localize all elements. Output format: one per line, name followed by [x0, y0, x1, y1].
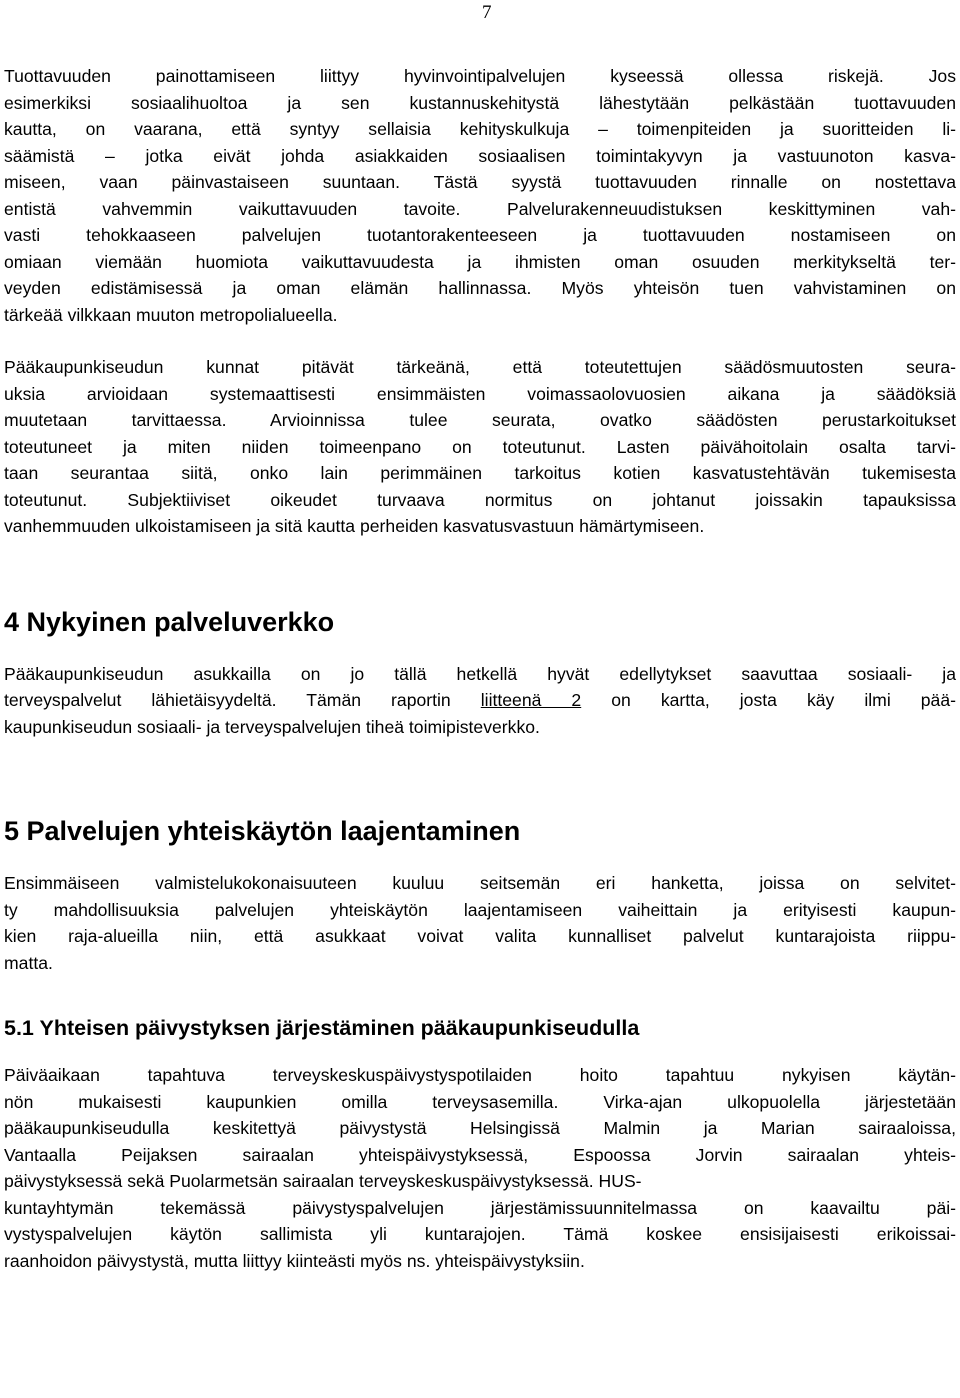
text-line: omiaan viemään huomiota vaikuttavuudesta ja ihmisten oman osuuden merkitykseltä ter- — [4, 251, 956, 272]
text-line: toteutunut. Subjektiiviset oikeudet turvaava normitus on johtanut joissakin tapauksissa — [4, 489, 956, 510]
paragraph-legislation-evaluation — [4, 354, 956, 540]
section-5-1-heading: 5.1 Yhteisen päivystyksen järjestäminen pääkaupunkiseudulla — [4, 1016, 640, 1040]
text-line-with-link — [4, 687, 956, 714]
text-line: vanhemmuuden ulkoistamiseen ja sitä kautta perheiden kasvatusvastuun hämärtymiseen. — [4, 516, 705, 536]
text-line: uksia arvioidaan systemaattisesti ensimmäisten voimassaolovuosien aikana ja säädöksiä — [4, 383, 956, 404]
section-5-heading: 5 Palvelujen yhteiskäytön laajentaminen — [4, 816, 521, 846]
paragraph-productivity-risks — [4, 63, 956, 328]
document-body — [4, 63, 956, 1274]
appendix-2-link[interactable]: liitteenä 2 — [480, 690, 582, 710]
text-line: taan seurantaa siitä, onko lain perimmäinen tarkoitus kotien kasvatustehtävän tukemisesta — [4, 463, 956, 483]
text-line: ty mahdollisuuksia palvelujen yhteiskäytön laajentamiseen vaiheittain ja erityisesti kaupun- — [4, 899, 956, 920]
section-4-heading: 4 Nykyinen palveluverkko — [4, 606, 335, 637]
text-line: miseen, vaan päinvastaiseen suuntaan. Tästä syystä tuottavuuden rinnalle on nostettava — [4, 172, 956, 192]
text-fragment: on kartta, josta käy ilmi pää- — [581, 690, 956, 710]
text-line: säämistä – jotka eivät johda asiakkaiden sosiaalisen toimintakyvyn ja vastuunoton kasva- — [4, 145, 956, 166]
text-line: vasti tehokkaaseen palvelujen tuotantorakenteeseen ja tuottavuuden nostamiseen on — [4, 225, 956, 245]
text-fragment: terveyspalvelut lähietäisyydeltä. Tämän raportin — [4, 690, 481, 710]
text-line: Pääkaupunkiseudun asukkailla on jo tällä hetkellä hyvät edellytykset saavuttaa sosiaali- ja — [4, 663, 956, 684]
text-line: Päiväaikaan tapahtuva terveyskeskuspäivystyspotilaiden hoito tapahtuu nykyisen käytän- — [4, 1065, 956, 1085]
text-line: päivystyksessä sekä Puolarmetsän sairaalan terveyskeskuspäivystyksessä. HUS- — [4, 1171, 642, 1191]
text-line: kien raja-alueilla niin, että asukkaat voivat valita kunnalliset palvelut kuntarajoista riippu- — [4, 926, 956, 946]
page-number: 7 — [482, 2, 492, 23]
text-line: Pääkaupunkiseudun kunnat pitävät tärkeänä, että toteutettujen säädösmuutosten seura- — [4, 357, 956, 377]
text-line: Vantaalla Peijaksen sairaalan yhteispäivystyksessä, Espoossa Jorvin sairaalan yhteis- — [4, 1144, 956, 1165]
text-line: entistä vahvemmin vaikuttavuuden tavoite. Palvelurakenneuudistuksen keskittyminen vah- — [4, 198, 956, 219]
paragraph-service-network — [4, 661, 956, 741]
text-line: matta. — [4, 952, 53, 973]
text-line: esimerkiksi sosiaalihuoltoa ja sen kustannuskehitystä lähestytään pelkästään tuottavuuden — [4, 92, 956, 113]
text-line: nön mukaisesti kaupunkien omilla terveysasemilla. Virka-ajan ulkopuolella järjestetään — [4, 1091, 956, 1112]
paragraph-emergency-care — [4, 1062, 956, 1274]
text-line: raanhoidon päivystystä, mutta liittyy kiinteästi myös ns. yhteispäivystyksiin. — [4, 1250, 585, 1271]
text-line: Tuottavuuden painottamiseen liittyy hyvinvointipalvelujen kyseessä ollessa riskejä. Jos — [4, 66, 956, 86]
text-line: kaupunkiseudun sosiaali- ja terveyspalvelujen tiheä toimipisteverkko. — [4, 716, 540, 737]
text-line: veyden edistämisessä ja oman elämän hallinnassa. Myös yhteisön tuen vahvistaminen on — [4, 278, 956, 298]
text-line: Ensimmäiseen valmistelukokonaisuuteen kuuluu seitsemän eri hanketta, joissa on selvitet- — [4, 873, 956, 893]
text-line: kuntayhtymän tekemässä päivystyspalvelujen järjestämissuunnitelmassa on kaavailtu päi- — [4, 1197, 956, 1218]
text-line: vystyspalvelujen käytön sallimista yli kuntarajojen. Tämä koskee ensisijaisesti erikoissai- — [4, 1224, 956, 1244]
text-line: muutetaan tarvittaessa. Arvioinnissa tulee seurata, ovatko säädösten perustarkoitukset — [4, 410, 956, 430]
text-line: pääkaupunkiseudulla keskitettyä päivystystä Helsingissä Malmin ja Marian sairaaloissa, — [4, 1118, 956, 1138]
text-line: toteutuneet ja miten niiden toimeenpano on toteutunut. Lasten päivähoitolain osalta tarvi- — [4, 436, 956, 457]
text-line: kautta, on vaarana, että syntyy sellaisia kehityskulkuja – toimenpiteiden ja suoritteiden li- — [4, 119, 956, 139]
paragraph-shared-services — [4, 870, 956, 976]
text-line: tärkeää vilkkaan muuton metropolialueella. — [4, 304, 338, 325]
